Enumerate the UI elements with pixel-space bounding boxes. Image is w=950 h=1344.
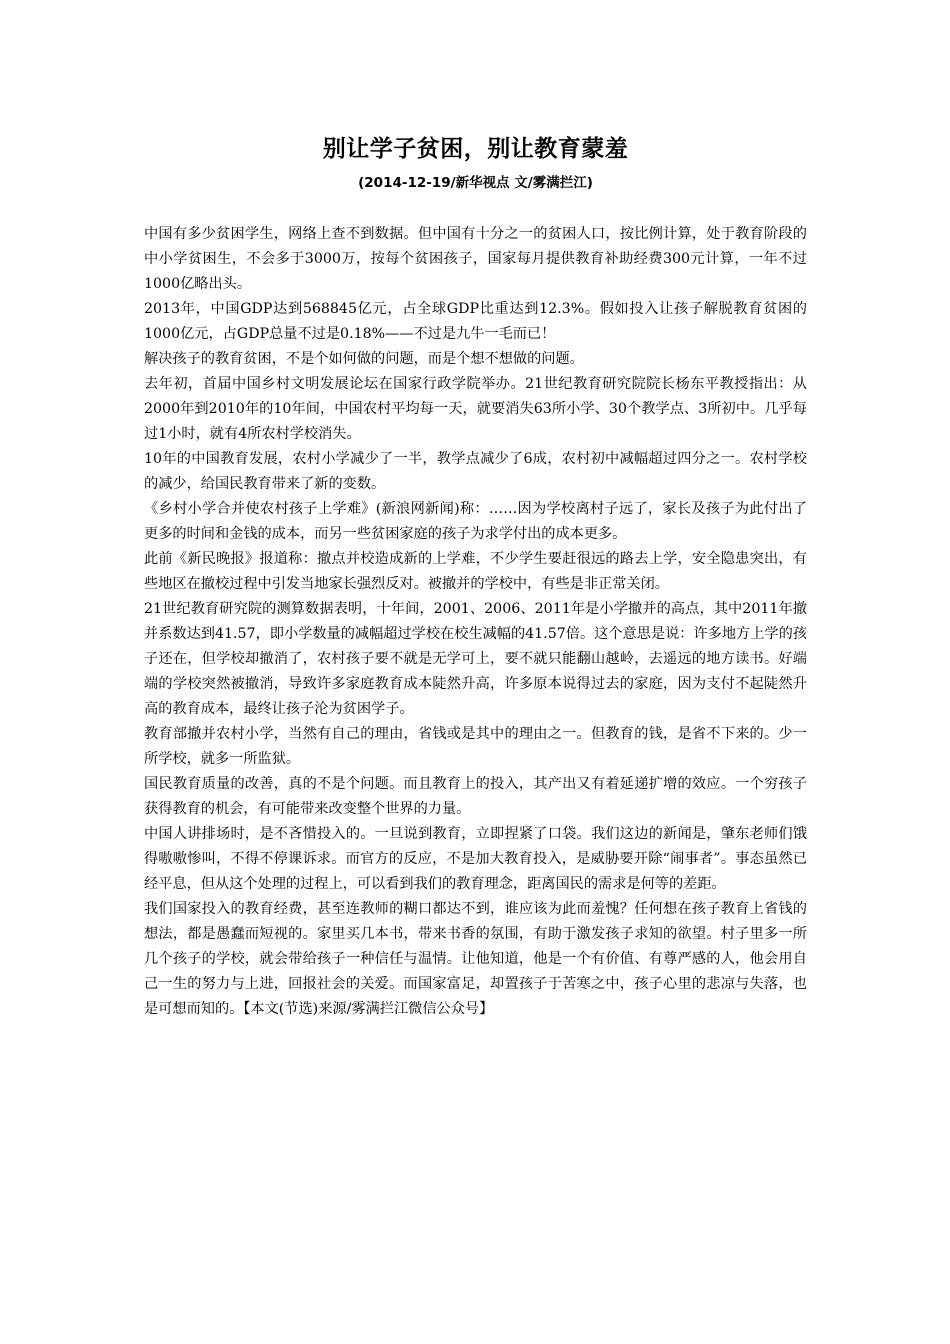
paragraph-4: 去年初，首届中国乡村文明发展论坛在国家行政学院举办。21世纪教育研究院院长杨东平教授指出：从2000年到2010年的10年间，中国农村平均每一天，就要消失63所小学、30个教学点、3所初中。几乎每过1小时，就有4所农村学校消失。	[144, 376, 807, 442]
paragraph-1: 中国有多少贫困学生，网络上查不到数据。但中国有十分之一的贫困人口，按比例计算，处于教育阶段的中小学贫困生，不会多于3000万，按每个贫困孩子，国家每月提供教育补助经费300元计算，一年不过1000亿略出头。	[144, 226, 807, 292]
article-body	[144, 222, 807, 1022]
article-title: 别让学子贫困，别让教育蒙羞	[322, 136, 629, 162]
paragraph-8: 21世纪教育研究院的测算数据表明，十年间，2001、2006、2011年是小学撤并的高点，其中2011年撤并系数达到41.57，即小学数量的减幅超过学校在校生减幅的41.57倍。这个意思是说：许多地方上学的孩子还在，但学校却撤消了，农村孩子要不就是无学可上，要不就只能翻山越岭，去遥远的地方读书。好端端的学校突然被撤消，导致许多家庭教育成本陡然升高，许多原本说得过去的家庭，因为支付不起陡然升高的教育成本，最终让孩子沦为贫困学子。	[144, 601, 807, 717]
paragraph-10: 国民教育质量的改善，真的不是个问题。而且教育上的投入，其产出又有着延递扩增的效应。一个穷孩子获得教育的机会，有可能带来改变整个世界的力量。	[144, 776, 807, 817]
paragraph-3: 解决孩子的教育贫困，不是个如何做的问题，而是个想不想做的问题。	[144, 351, 584, 367]
paragraph-6: 《乡村小学合并使农村孩子上学难》(新浪网新闻)称：……因为学校离村子远了，家长及孩子为此付出了更多的时间和金钱的成本，而另一些贫困家庭的孩子为求学付出的成本更多。	[144, 501, 807, 542]
paragraph-11: 中国人讲排场时，是不吝惜投入的。一旦说到教育，立即捏紧了口袋。我们这边的新闻是，肇东老师们饿得嗷嗷惨叫，不得不停课诉求。而官方的反应，不是加大教育投入，是威胁要开除“闹事者”。事态虽然已经平息，但从这个处理的过程上，可以看到我们的教育理念，距离国民的需求是何等的差距。	[144, 826, 807, 892]
article-byline: (2014-12-19/新华视点 文/雾满拦江)	[358, 175, 593, 191]
paragraph-9: 教育部撤并农村小学，当然有自己的理由，省钱或是其中的理由之一。但教育的钱，是省不下来的。少一所学校，就多一所监狱。	[144, 726, 807, 767]
paragraph-5: 10年的中国教育发展，农村小学减少了一半，教学点减少了6成，农村初中减幅超过四分之一。农村学校的减少，给国民教育带来了新的变数。	[144, 451, 807, 492]
paragraph-12: 我们国家投入的教育经费，甚至连教师的糊口都达不到，谁应该为此而羞愧？任何想在孩子教育上省钱的想法，都是愚蠢而短视的。家里买几本书，带来书香的氛围，有助于激发孩子求知的欲望。村子里多一所几个孩子的学校，就会带给孩子一种信任与温情。让他知道，他是一个有价值、有尊严感的人，他会用自己一生的努力与上进，回报社会的关爱。而国家富足，却置孩子于苦寒之中，孩子心里的悲凉与失落，也是可想而知的。【本文(节选)来源/雾满拦江微信公众号】	[144, 901, 807, 1017]
paragraph-2: 2013年，中国GDP达到568845亿元，占全球GDP比重达到12.3%。假如投入让孩子解脱教育贫困的1000亿元，占GDP总量不过是0.18%——不过是九牛一毛而已！	[144, 301, 807, 342]
paragraph-7: 此前《新民晚报》报道称：撤点并校造成新的上学难，不少学生要赶很远的路去上学，安全隐患突出，有些地区在撤校过程中引发当地家长强烈反对。被撤并的学校中，有些是非正常关闭。	[144, 551, 807, 592]
document-page	[144, 132, 807, 1022]
